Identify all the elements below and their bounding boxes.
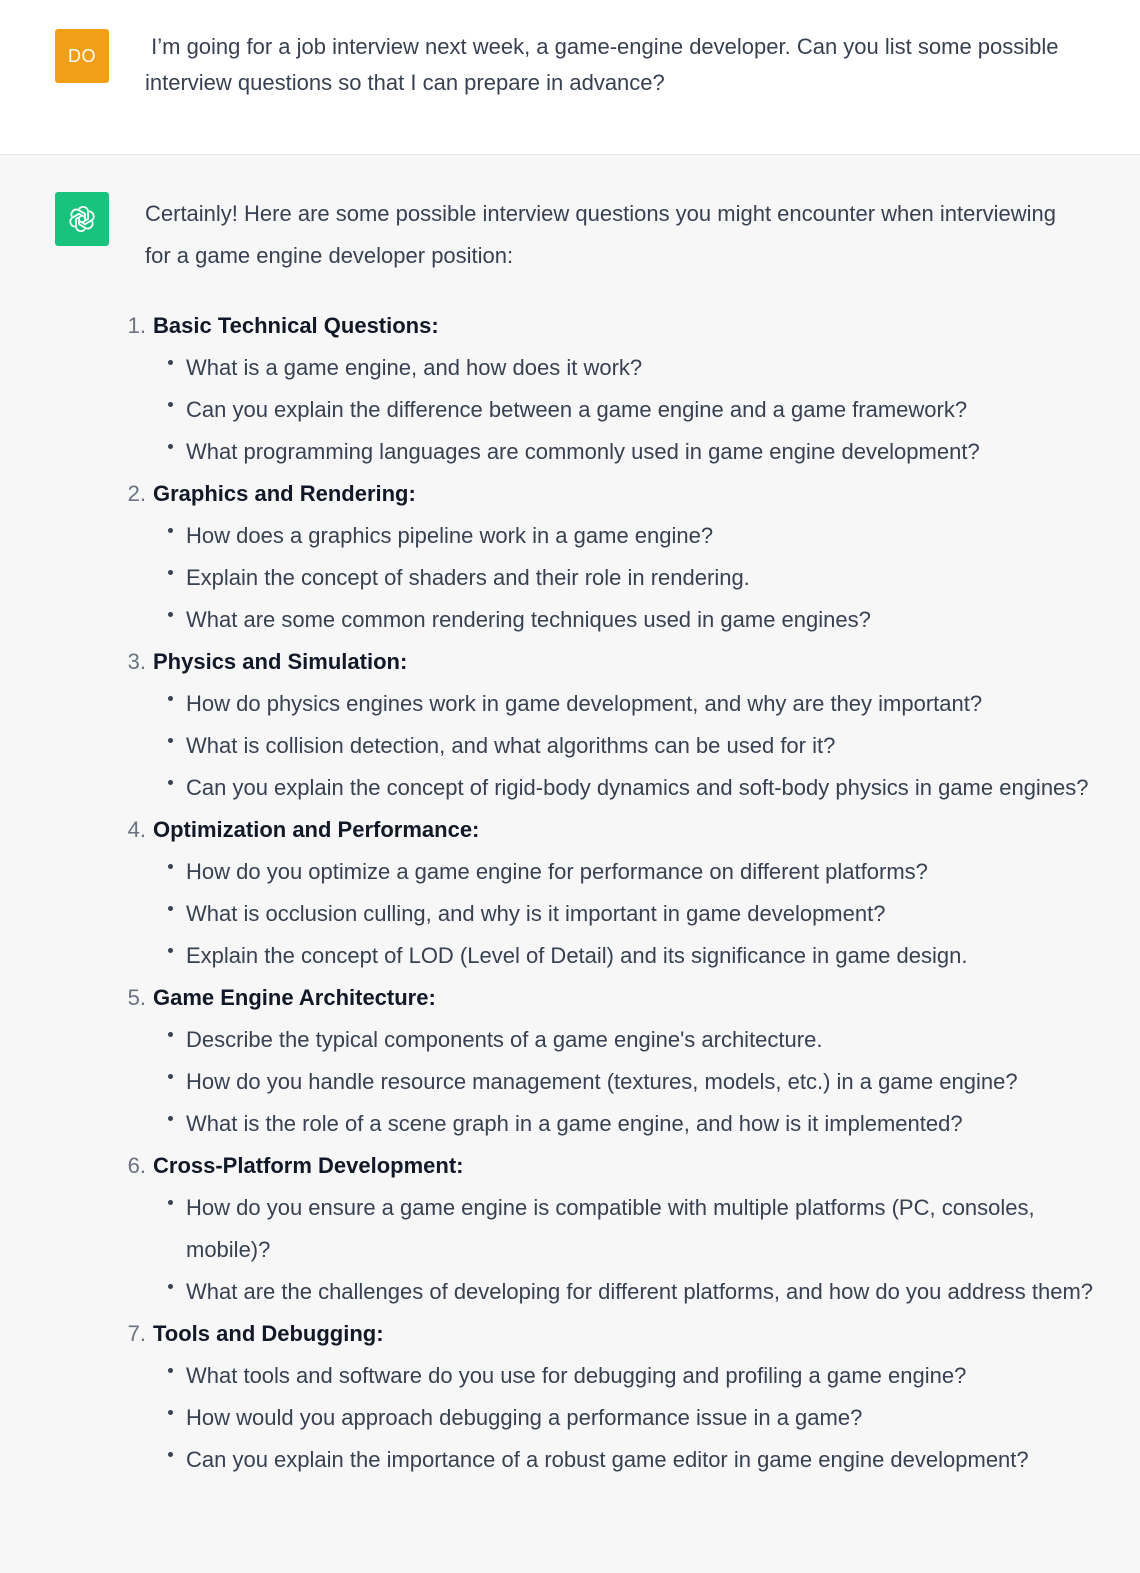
question-text: Can you explain the difference between a game engine and a game framework? (186, 397, 968, 422)
question-text: How would you approach debugging a performance issue in a game? (186, 1405, 863, 1430)
question-item (115, 725, 1115, 767)
section-heading (115, 1145, 1115, 1187)
question-item (115, 851, 1115, 893)
bullet-icon (168, 1410, 173, 1415)
question-item (115, 683, 1115, 725)
bullet-icon (168, 1032, 173, 1037)
section-number: 4. (127, 817, 146, 842)
question-list (115, 683, 1115, 809)
user-avatar (55, 29, 109, 83)
section-item (115, 977, 1115, 1145)
section-heading (115, 305, 1115, 347)
section-item (115, 641, 1115, 809)
section-title: Cross-Platform Development: (153, 1153, 464, 1178)
section-number: 1. (127, 313, 146, 338)
assistant-message-row (0, 155, 1140, 1573)
bullet-icon (168, 360, 173, 365)
section-heading (115, 641, 1115, 683)
bullet-icon (168, 402, 173, 407)
section-heading (115, 1313, 1115, 1355)
assistant-intro-text: Certainly! Here are some possible interview questions you might encounter when interviewing for a game engine developer position: (145, 201, 1057, 268)
section-number: 3. (127, 649, 146, 674)
question-item (115, 893, 1115, 935)
question-item (115, 767, 1115, 809)
question-item (115, 347, 1115, 389)
question-item (115, 557, 1115, 599)
question-list (115, 515, 1115, 641)
question-text: How do you optimize a game engine for performance on different platforms? (186, 859, 928, 884)
section-number: 6. (127, 1153, 146, 1178)
section-title: Game Engine Architecture: (153, 985, 436, 1010)
bullet-icon (168, 570, 173, 575)
question-item (115, 1187, 1115, 1271)
section-title: Physics and Simulation: (153, 649, 408, 674)
question-list (115, 1187, 1115, 1313)
question-item (115, 1439, 1115, 1481)
bullet-icon (168, 1368, 173, 1373)
question-section-list (115, 305, 1115, 1481)
question-text: What programming languages are commonly used in game engine development? (186, 439, 980, 464)
question-text: What is a game engine, and how does it work? (186, 355, 643, 380)
section-item (115, 809, 1115, 977)
question-item (115, 935, 1115, 977)
question-text: How do you handle resource management (textures, models, etc.) in a game engine? (186, 1069, 1018, 1094)
question-item (115, 515, 1115, 557)
section-item (115, 1145, 1115, 1313)
question-list (115, 1019, 1115, 1145)
bullet-icon (168, 1284, 173, 1289)
bullet-icon (168, 1116, 173, 1121)
question-list (115, 1355, 1115, 1481)
section-item (115, 473, 1115, 641)
section-number: 5. (127, 985, 146, 1010)
bullet-icon (168, 1452, 173, 1457)
question-text: What tools and software do you use for debugging and profiling a game engine? (186, 1363, 967, 1388)
section-number: 2. (127, 481, 146, 506)
section-title: Graphics and Rendering: (153, 481, 416, 506)
user-message-text: I’m going for a job interview next week, a game-engine developer. Can you list some possible interview questions so that I can prepare in advance? (145, 34, 1065, 95)
bullet-icon (168, 696, 173, 701)
question-item (115, 1103, 1115, 1145)
section-heading (115, 473, 1115, 515)
question-item (115, 1397, 1115, 1439)
bullet-icon (168, 948, 173, 953)
question-text: Describe the typical components of a game engine's architecture. (186, 1027, 823, 1052)
section-heading (115, 809, 1115, 851)
question-text: Explain the concept of LOD (Level of Detail) and its significance in game design. (186, 943, 968, 968)
question-text: What is collision detection, and what algorithms can be used for it? (186, 733, 836, 758)
section-number: 7. (127, 1321, 146, 1346)
section-item (115, 305, 1115, 473)
assistant-avatar (55, 192, 109, 246)
bullet-icon (168, 1200, 173, 1205)
bullet-icon (168, 738, 173, 743)
question-text: What are the challenges of developing for different platforms, and how do you address them? (186, 1279, 1094, 1304)
question-item (115, 1061, 1115, 1103)
bullet-icon (168, 864, 173, 869)
section-title: Optimization and Performance: (153, 817, 480, 842)
question-text: Explain the concept of shaders and their role in rendering. (186, 565, 750, 590)
question-text: How do physics engines work in game development, and why are they important? (186, 691, 983, 716)
question-item (115, 431, 1115, 473)
question-item (115, 1355, 1115, 1397)
bullet-icon (168, 444, 173, 449)
question-text: Can you explain the concept of rigid-body dynamics and soft-body physics in game engines? (186, 775, 1089, 800)
user-message-row (0, 0, 1140, 155)
question-text: What are some common rendering techniques used in game engines? (186, 607, 871, 632)
bullet-icon (168, 906, 173, 911)
bullet-icon (168, 780, 173, 785)
question-text: How do you ensure a game engine is compatible with multiple platforms (PC, consoles, mobile)? (186, 1195, 1035, 1262)
section-title: Tools and Debugging: (153, 1321, 384, 1346)
openai-logo-icon (66, 203, 98, 235)
question-text: How does a graphics pipeline work in a game engine? (186, 523, 714, 548)
question-item (115, 599, 1115, 641)
question-item (115, 1271, 1115, 1313)
question-text: What is occlusion culling, and why is it important in game development? (186, 901, 886, 926)
question-item (115, 389, 1115, 431)
bullet-icon (168, 528, 173, 533)
question-text: What is the role of a scene graph in a game engine, and how is it implemented? (186, 1111, 963, 1136)
question-item (115, 1019, 1115, 1061)
bullet-icon (168, 1074, 173, 1079)
question-list (115, 347, 1115, 473)
section-item (115, 1313, 1115, 1481)
section-title: Basic Technical Questions: (153, 313, 439, 338)
question-list (115, 851, 1115, 977)
question-text: Can you explain the importance of a robust game editor in game engine development? (186, 1447, 1029, 1472)
section-heading (115, 977, 1115, 1019)
bullet-icon (168, 612, 173, 617)
user-avatar-initials: DO (68, 45, 96, 66)
